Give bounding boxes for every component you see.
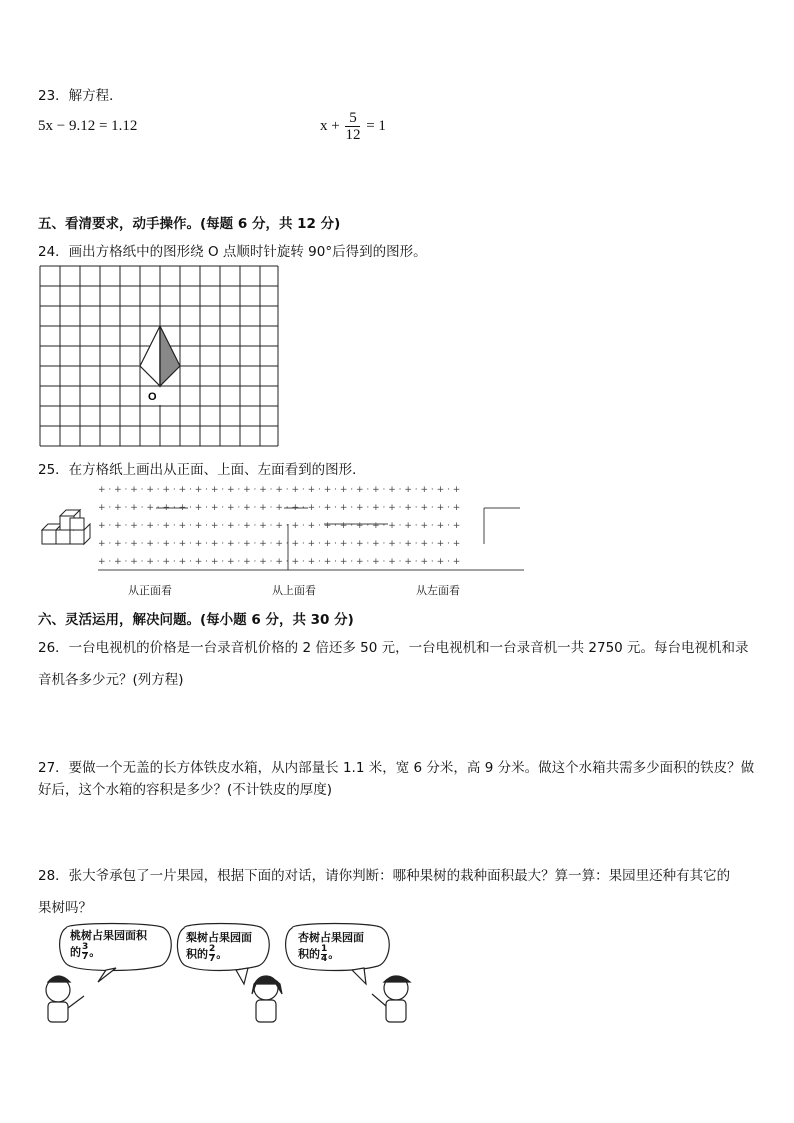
fraction-numerator: 3 (82, 942, 89, 952)
bubble-apricot-fraction-line (298, 945, 364, 964)
fraction-denominator: 12 (345, 127, 361, 143)
bubble-peach-prefix: 的 (70, 945, 81, 959)
caption-top-view: 从上面看 (272, 585, 316, 597)
bubble-apricot-suffix: 。 (328, 947, 340, 961)
fraction-denominator: 7 (209, 954, 216, 964)
child-figures (46, 976, 410, 1022)
point-o-label: O (148, 391, 157, 403)
bubble-pear-prefix: 积的 (186, 947, 208, 961)
bubble-peach-fraction (82, 943, 88, 962)
q24-grid-figure (38, 264, 282, 448)
equation-2-suffix: = 1 (366, 117, 386, 134)
q25-title: 25．在方格纸上画出从正面、上面、左面看到的图形． (38, 462, 366, 478)
bubble-pear-fraction (209, 945, 215, 964)
svg-text:+ · + · + · + · + · + · + · +: + · + · + · + · + · + · + · + · + · + · + · + · + · + · + · + · + · + · + · + · + · + · + (98, 521, 461, 531)
svg-text:+ · + · + · + · + · + · + · +: + · + · + · + · + · + · + · + · + · + · + · + · + · + · + · + · + · + · + · + · + · + · + (98, 485, 461, 495)
bubble-pear-text: 梨树占果园面 (186, 931, 252, 944)
label-box (141, 387, 179, 405)
bubble-apricot-text: 杏树占果园面 (298, 931, 364, 944)
kite-shape (140, 326, 180, 386)
q25-figure (38, 484, 528, 584)
bubble-peach (70, 928, 147, 962)
q24-title: 24．画出方格纸中的图形绕 O 点顺时针旋转 90°后得到的图形。 (38, 244, 427, 260)
q27-line-1: 27．要做一个无盖的长方体铁皮水箱，从内部量长 1.1 米，宽 6 分米，高 9 分米。做这个水箱共需多少面积的铁皮？做 (38, 760, 755, 776)
equation-2-prefix: x + (320, 117, 340, 134)
q28-line-2: 果树吗？ (38, 900, 92, 916)
bubble-pear (186, 930, 252, 964)
bubble-pear-suffix: 。 (216, 947, 228, 961)
equation-2 (320, 110, 386, 143)
q26-line-1: 26．一台电视机的价格是一台录音机价格的 2 倍还多 50 元，一台电视机和一台录音机一共 2750 元。每台电视机和录 (38, 640, 749, 656)
svg-text:+ · + · + · + · + · + · + · +: + · + · + · + · + · + · + · + · + · + · + · + · + · + · + · + · + · + · + · + · + · + · + (98, 503, 461, 513)
q23-title: 23．解方程． (38, 88, 123, 104)
fraction-denominator: 4 (321, 954, 328, 964)
q28-line-1: 28．张大爷承包了一片果园，根据下面的对话，请你判断：哪种果树的栽种面积最大？算一算：果园里还种有其它的 (38, 868, 731, 884)
bubble-apricot-fraction (321, 945, 327, 964)
svg-text:+ · + · + · + · + · + · + · +: + · + · + · + · + · + · + · + · + · + · + · + · + · + · + · + · + · + · + · + · + · + · + (98, 557, 461, 567)
equation-1: 5x − 9.12 = 1.12 (38, 118, 138, 134)
svg-text:+ · + · + · + · + · + · + · +: + · + · + · + · + · + · + · + · + · + · + · + · + · + · + · + · + · + · + · + · + · + · + (98, 539, 461, 549)
q27-line-2: 好后，这个水箱的容积是多少？(不计铁皮的厚度) (38, 782, 333, 798)
fraction-denominator: 7 (82, 952, 89, 962)
equation-2-fraction (345, 110, 360, 143)
bubble-peach-text: 桃树占果园面积 (70, 929, 147, 942)
cube-stack-icon (42, 510, 90, 544)
caption-front-view: 从正面看 (128, 585, 172, 597)
caption-left-view: 从左面看 (416, 585, 460, 597)
fraction-numerator: 5 (345, 110, 360, 127)
section-5-heading: 五、看清要求，动手操作。(每题 6 分，共 12 分) (38, 216, 341, 232)
fraction-numerator: 2 (209, 944, 216, 954)
bubble-pear-fraction-line (186, 945, 252, 964)
fraction-numerator: 1 (321, 944, 328, 954)
bubble-apricot (298, 930, 364, 964)
bubble-apricot-prefix: 积的 (298, 947, 320, 961)
section-6-heading: 六、灵活运用，解决问题。(每小题 6 分，共 30 分) (38, 612, 354, 628)
dot-grid (98, 485, 460, 567)
q26-line-2: 音机各多少元？(列方程) (38, 672, 184, 688)
bubble-peach-suffix: 。 (89, 945, 101, 959)
bubble-peach-fraction-line (70, 943, 147, 962)
